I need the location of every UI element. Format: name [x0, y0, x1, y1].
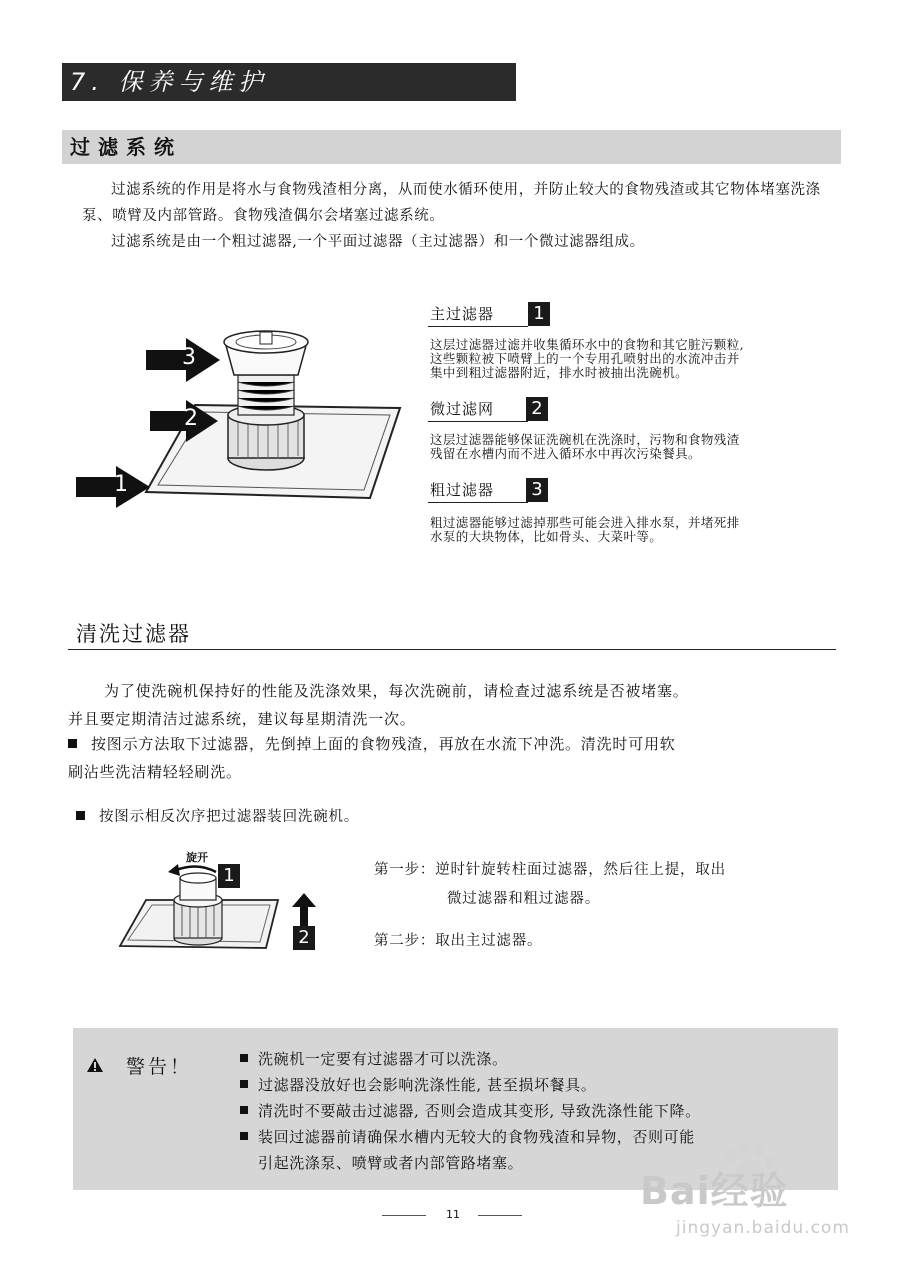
filter-1-description: [430, 338, 840, 380]
filter-1-desc-line: 这些颗粒被下喷臂上的一个专用孔喷射出的水流冲击并: [430, 351, 740, 366]
step-2-number-badge: 2: [293, 926, 315, 950]
warning-item-cont: 引起洗涤泵、喷臂或者内部管路堵塞。: [258, 1154, 524, 1172]
filter-2-description: [430, 433, 840, 461]
filter-intro-paragraph: 过滤系统的作用是将水与食物残渣相分离，从而使水循环使用，并防止较大的食物残渣或其它物体堵塞洗涤泵、喷臂及内部管路。食物残渣偶尔会堵塞过滤系统。: [82, 182, 821, 224]
warning-item: 过滤器没放好也会影响洗涤性能, 甚至损坏餐具。: [240, 1072, 830, 1098]
cleaning-bullet-2-text: 按图示相反次序把过滤器装回洗碗机。: [99, 809, 360, 825]
watermark-url: jingyan.baidu.com: [676, 1218, 850, 1238]
page-number: 11: [446, 1208, 460, 1221]
cleaning-bullet-1-text-cont: 刷沾些洗洁精轻轻刷洗。: [68, 763, 242, 781]
filter-3-description: [430, 516, 840, 544]
arrow-1-icon: [76, 466, 150, 508]
bullet-square-icon: [68, 739, 77, 748]
cleaning-bullet-2: [76, 803, 836, 831]
filter-2-underline: [428, 421, 528, 422]
cleaning-paragraph: [68, 677, 838, 733]
step-2: [374, 927, 542, 955]
filter-2-desc-line: 残留在水槽内而不进入循环水中再次污染餐具。: [430, 446, 701, 461]
step-2-text: 取出主过滤器。: [435, 933, 543, 949]
filter-1-number-badge: 1: [528, 302, 550, 326]
bullet-square-icon: [240, 1106, 248, 1114]
step-1-label: 第一步：: [374, 862, 436, 878]
filter-1-name: 主过滤器: [430, 305, 495, 323]
cleaning-bullet-1: [68, 730, 838, 786]
cleaning-paragraph-line: 为了使洗碗机保持好的性能及洗涤效果，每次洗碗前，请检查过滤系统是否被堵塞。: [104, 682, 689, 700]
warning-item: 装回过滤器前请确保水槽内无较大的食物残渣和异物，否则可能: [240, 1124, 830, 1150]
step-1: [374, 856, 726, 884]
section-heading-cleaning: 清洗过滤器: [76, 622, 191, 646]
filter-3-underline: [428, 502, 528, 503]
filter-composition-paragraph: 过滤系统是由一个粗过滤器,一个平面过滤器（主过滤器）和一个微过滤器组成。: [111, 234, 645, 250]
step-1-text-cont: 微过滤器和粗过滤器。: [447, 891, 600, 907]
filter-3-desc-line: 水泵的大块物体，比如骨头、大菜叶等。: [430, 529, 663, 544]
filter-1-underline: [428, 326, 528, 327]
filter-removal-figure: [116, 860, 286, 960]
arrow-1-label: 1: [114, 472, 128, 497]
filter-2-desc-line: 这层过滤器能够保证洗碗机在洗涤时，污物和食物残渣: [430, 432, 740, 447]
filter-2-number-badge: 2: [526, 397, 548, 421]
warning-item: 洗碗机一定要有过滤器才可以洗涤。: [240, 1046, 830, 1072]
bullet-square-icon: [76, 811, 85, 820]
arrow-2-label: 2: [184, 406, 198, 431]
filter-3-desc-line: 粗过滤器能够过滤掉那些可能会进入排水泵，并堵死排: [430, 515, 740, 530]
filter-3-name: 粗过滤器: [430, 481, 495, 499]
filter-1-desc-line: 这层过滤器过滤并收集循环水中的食物和其它脏污颗粒,: [430, 337, 744, 352]
cleaning-heading-rule: [68, 649, 836, 650]
watermark-brand: Bai经验: [640, 1169, 789, 1213]
arrow-3-label: 3: [182, 345, 196, 370]
cleaning-paragraph-line: 并且要定期清洁过滤系统，建议每星期清洗一次。: [68, 710, 416, 728]
warning-title: 警告！: [126, 1056, 193, 1078]
bullet-square-icon: [240, 1054, 248, 1062]
cleaning-bullet-1-text: 按图示方法取下过滤器，先倒掉上面的食物残渣，再放在水流下冲洗。清洗时可用软: [91, 735, 676, 753]
page-number-rule-right: [478, 1215, 522, 1216]
up-arrow-icon: [292, 893, 316, 927]
filter-2-name: 微过滤网: [430, 400, 495, 418]
step-2-label: 第二步：: [374, 933, 436, 949]
chapter-title: 7. 保养与维护: [62, 63, 516, 101]
bullet-square-icon: [240, 1132, 248, 1140]
filter-3-number-badge: 3: [526, 478, 548, 502]
step-1-text: 逆时针旋转柱面过滤器，然后往上提，取出: [435, 862, 726, 878]
bullet-square-icon: [240, 1080, 248, 1088]
filter-1-desc-line: 集中到粗过滤器附近，排水时被抽出洗碗机。: [430, 365, 689, 380]
warning-item: 清洗时不要敲击过滤器, 否则会造成其变形, 导致洗涤性能下降。: [240, 1098, 830, 1124]
step-1-number-badge: 1: [218, 864, 240, 888]
page-number-rule-left: [382, 1215, 426, 1216]
rotate-open-label: 旋开: [186, 851, 208, 864]
section-heading-filter-system: 过滤系统: [62, 130, 841, 164]
warning-triangle-icon: [87, 1058, 103, 1072]
